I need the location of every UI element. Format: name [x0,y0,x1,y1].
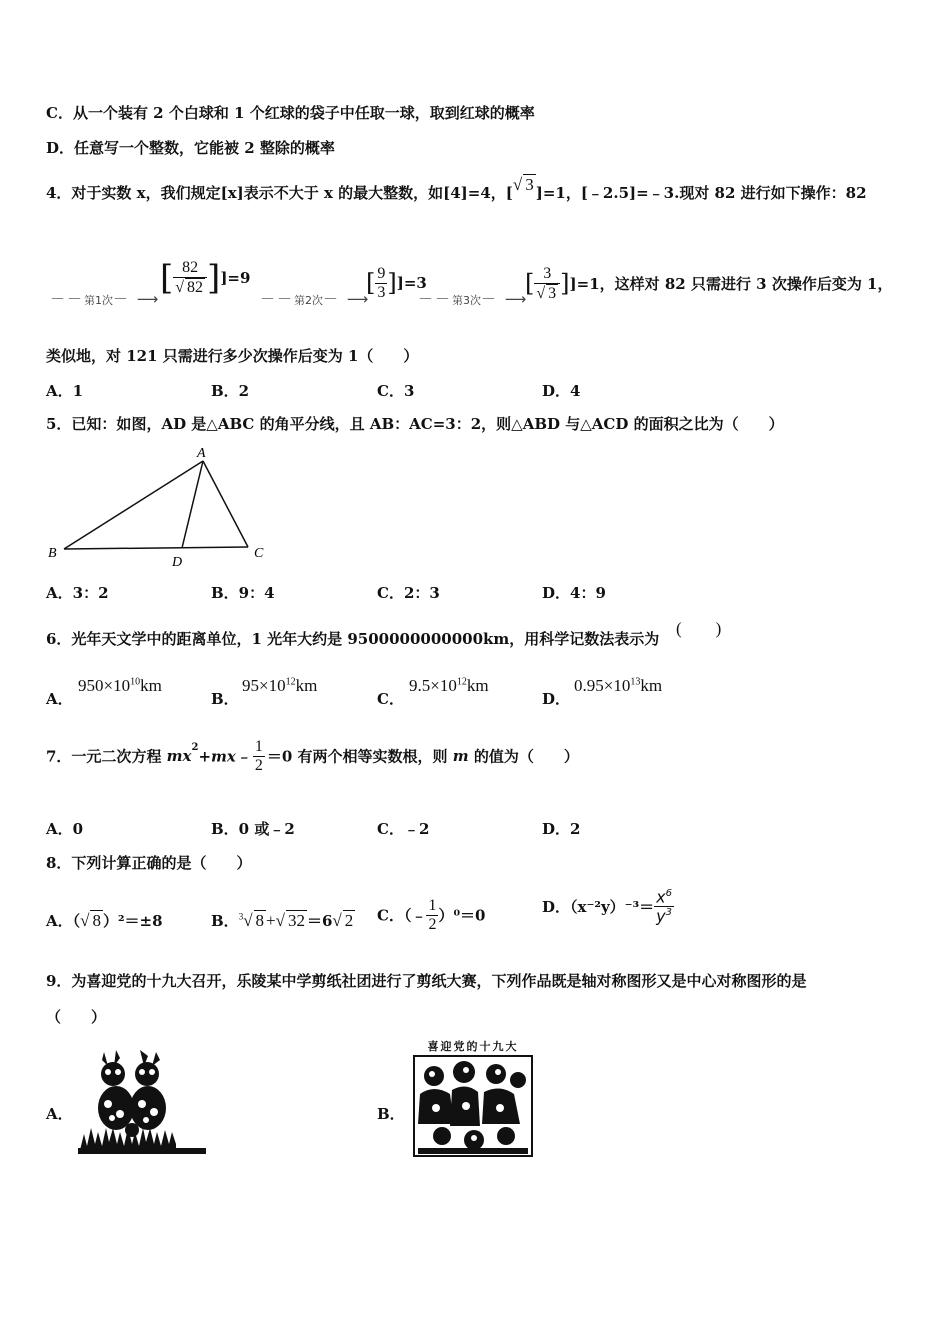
q7-option-b: B．0 或﹣2 [211,820,295,838]
papercut-title: 喜迎党的十九大 [427,1040,519,1053]
q4-op2: [ $\frac{9}{3}$ ]]=3 [366,265,427,301]
q4-op3: [ $\frac{3}{√ 3}$ ]]=1，这样对 82 只需进行 3 次操作后变为 1， [525,265,893,302]
q8-stem: 8．下列计算正确的是（ ） [46,854,252,872]
q6-option-a-math: $950\times 10^{10}km$ [78,676,162,695]
q4-step3-arrow: －－第3次－ ⟶ [418,290,529,308]
q4-option-b: B．2 [211,382,250,400]
q7-option-c: C．﹣2 [377,820,430,838]
label-d: D [172,555,183,570]
q5-option-d: D．4：9 [542,584,606,602]
q4-op1: [ $\frac{82}{√ 82}$ ]]=9 [160,258,251,298]
q6-option-b-math: $95\times 10^{12}km$ [242,676,318,695]
q6-option-c-letter: C． [377,690,404,708]
segment-ac [203,461,248,547]
q4-stem-line1: 4．对于实数 x，我们规定[x]表示不大于 x 的最大整数，如[4]=4，[√ 3 ]=1，[﹣2.5]=﹣3.现对 82 进行如下操作：82 [46,175,867,202]
q6-option-b-letter: B． [211,690,239,708]
q4-step2-arrow: －－第2次－ ⟶ [260,290,371,308]
segment-ad [182,461,203,548]
segment-bc [64,547,248,549]
q5-option-c: C．2：3 [377,584,440,602]
q4-step1-arrow: －－第1次－ ⟶ [50,290,161,308]
q6-option-a-letter: A． [46,690,73,708]
q4-stem-a: 4．对于实数 x，我们规定[x]表示不大于 x 的最大整数，如[4]=4，[ [46,184,513,202]
q7-frac: $\frac{1}{2}$ [254,738,263,774]
q4-eq3: ]=1，这样对 82 只需进行 3 次操作后变为 1， [569,275,893,294]
q9-option-a-papercut [76,1046,208,1158]
q5-stem: 5．已知：如图，AD 是△ABC 的角平分线，且 AB：AC=3：2，则△ABD 与△ACD 的面积之比为（ ） [46,415,784,433]
q6-option-d-math: $0.95\times 10^{13}km$ [574,676,663,695]
q3-option-d: D．任意写一个整数，它能被 2 整除的概率 [46,139,335,157]
label-a: A [197,446,206,461]
label-c: C [254,546,264,561]
q5-option-b: B．9：4 [211,584,275,602]
q8-option-b: B．$^3$√ 8 +√ 32 ＝6√ 2 [211,911,354,930]
q8-option-c: C．（﹣ $\frac{1}{2}$ ）⁰＝0 [377,897,486,933]
q4-frac3: $\frac{3}{√ 3}$ [534,265,560,302]
q6-paren: ( ) [676,619,722,638]
q4-option-d: D．4 [542,382,581,400]
q8-option-a: A．（√ 8 ）²＝±8 [46,911,163,930]
q8-option-d: D．（x⁻²y）⁻³＝ $\frac{x^6}{y^3}$ [542,887,672,926]
papercut-crowd-image [412,1054,534,1158]
q9-option-a-letter: A． [46,1105,73,1123]
q7-stem: 7．一元二次方程 $mx^2+mx﹣$ $\frac{1}{2}$ ＝0 有两个相等实数根，则 m 的值为（ ） [46,738,579,774]
q5-option-a: A．3：2 [46,584,109,602]
segment-ab [64,461,203,549]
q6-option-c-math: $9.5\times 10^{12}km$ [409,676,489,695]
q4-eq1: ]=9 [220,269,251,287]
q9-option-b-papercut [412,1038,534,1158]
label-b: B [48,546,57,561]
q4-eq2: ]=3 [396,274,427,293]
q4-stem-b: ]=1，[﹣2.5]=﹣3.现对 82 进行如下操作：82 [535,184,867,202]
q9-option-b-letter: B． [377,1105,405,1123]
q4-option-c: C．3 [377,382,415,400]
q4-frac1: $\frac{82}{√ 82}$ [173,259,207,296]
q9-paren: （ ） [46,1008,107,1026]
q3-option-c: C．从一个装有 2 个白球和 1 个红球的袋子中任取一球，取到红球的概率 [46,104,535,122]
q4-frac2: $\frac{9}{3}$ [377,265,386,301]
q5-triangle-figure [46,443,270,571]
q4-sqrt3: 3 [525,175,534,194]
q6-stem: 6．光年天文学中的距离单位，1 光年大约是 9500000000000km，用科学记数法表示为 [46,630,660,648]
q9-stem: 9．为喜迎党的十九大召开，乐陵某中学剪纸社团进行了剪纸大赛，下列作品既是轴对称图形又是中心对称图形的是 [46,972,807,990]
q4-option-a: A．1 [46,382,84,400]
q6-option-d-letter: D． [542,690,571,708]
q7-option-d: D．2 [542,820,581,838]
q4-stem-line3: 类似地，对 121 只需进行多少次操作后变为 1（ ） [46,347,419,365]
q7-option-a: A．0 [46,820,84,838]
